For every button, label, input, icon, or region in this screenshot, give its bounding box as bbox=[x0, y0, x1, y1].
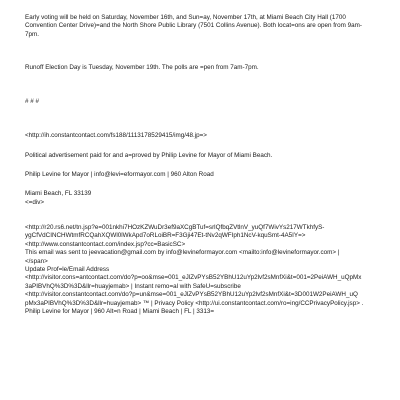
email-sent-notice: This email was sent to jeevacation@gmail.com by info@levineformayor.com <mailto:info@levineformayor.com> | bbox=[25, 249, 340, 257]
political-ad-disclaimer: Political advertisement paid for and a=proved by Philip Levine for Mayor of Miami Beach. bbox=[25, 152, 273, 159]
div-tag-line: <=div> bbox=[25, 199, 45, 206]
unsubscribe-url-line-1[interactable]: <http://visitor.constantcontact.com/do?p=un&mse=001_eJlZvPYsB52YBhU12uYp2lvf2sMnfXi&t=3D001W2PeiAWH_uQ bbox=[25, 291, 358, 299]
update-profile-url-line-1[interactable]: <http://visitor.cons=antcontact.com/do?p=oo&mse=001_eJlZvPYsB52YBhU12uYp2lvf2sMnfXi&t=001=2PeiAWH_uQpMx bbox=[25, 274, 362, 282]
early-voting-paragraph-line-1: Early voting will be held on Saturday, November 16th, and Sun=ay, November 17th, at Miami Beach City Hall (1700 bbox=[25, 14, 346, 21]
early-voting-paragraph-line-2: Convention Center Drive)=and the North Shore Public Library (7501 Collins Avenue). Both locat=ons are open from 9am- bbox=[25, 22, 362, 30]
campaign-contact-line: Philip Levine for Mayor | info@levi=eformayor.com | 960 Alton Road bbox=[25, 171, 214, 178]
span-tag-line: </span> bbox=[25, 257, 48, 265]
update-profile-url-line-2[interactable]: 3aPIBVhQ%3D%3D&llr=huayjemab> | Instant remo=al with SafeU=subscribe bbox=[25, 282, 241, 290]
footer-address-line: Philip Levine for Mayor | 960 Alt=n Road | Miami Beach | FL | 3313= bbox=[25, 308, 215, 315]
update-profile-link[interactable]: Update Prof=le/Email Address bbox=[25, 266, 110, 273]
image-link[interactable]: <http://ih.constantcontact.com/fs188/1113178529415/img/48.jp=> bbox=[25, 132, 207, 139]
early-voting-paragraph-line-3: 7pm. bbox=[25, 30, 39, 38]
tracking-link-line-2[interactable]: ygCfVdCINCHWtmfRCQahXQWl0lWkApd7oRLoiBR=F3Gji47Et-tNv2qWFIph1NcV-kquSmt-4A5IY=> bbox=[25, 232, 306, 240]
constant-contact-link[interactable]: <http://www.constantcontact.com/index.jsp?cc=BasicSC> bbox=[25, 240, 186, 248]
section-separator: # # # bbox=[25, 98, 40, 105]
unsubscribe-url-line-2[interactable]: pMx3aPIBVhQ%3D%3D&llr=huayjemab> ™ | Privacy Policy <http://ui.constantcontact.com/ro=ing/CCPrivacyPolicy.jsp> . bbox=[25, 299, 364, 307]
campaign-city-line: Miami Beach, FL 33139 bbox=[25, 190, 92, 197]
tracking-link-line-1[interactable]: <http://r20.rs6.net/tn.jsp?e=001nkhi7HOzKZWuDr3ef9aXCgBTuf=srlQfbqZVtlnV_yuQf7WivYs217WTkhfyS- bbox=[25, 224, 325, 231]
runoff-election-paragraph: Runoff Election Day is Tuesday, November 19th. The polls are =pen from 7am-7pm. bbox=[25, 64, 259, 71]
